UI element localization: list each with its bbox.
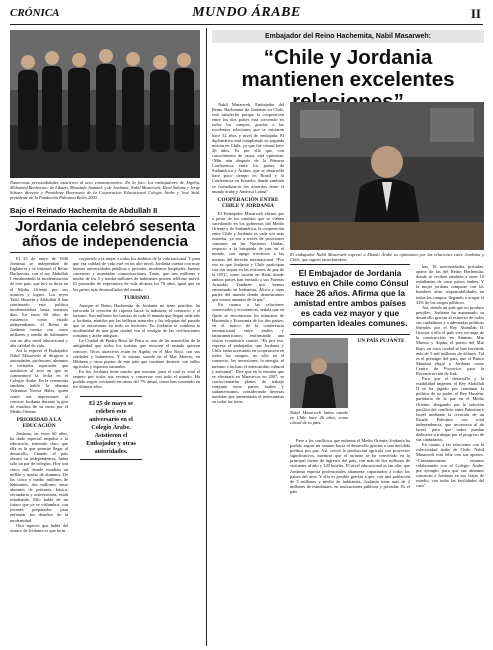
main-title: “Chile y Jordania mantienen excelentes [241, 46, 455, 91]
paragraph: Para que el desarrollo y la estabilidad imperen, el Rey Abdullah II se ha jugado por continuar la política de su padre, el Rey Hussein, partidario de la paz en el Medio Oriente, abogando por la solución pacífica del conflicto entre Palestina e Israel mediante la creación de un Estado Palestino con total independencia, que reconozca al de Israel, para que todos puedan dedicarse a trabajar por el progreso de sus ciudadanos. [416, 376, 484, 443]
pull-rule-top [290, 264, 410, 265]
left-kicker: Bajo el Reinado Hachemita de Abdullah II [10, 206, 158, 215]
title-rule [10, 252, 200, 253]
paragraph: El Embajador Masarweh afirma que a pesar de los cambios que se vienen sucediendo en los gobiernos del Medio Oriente y de Sudamérica, la cooperación entre Chile y Jordania es cada vez más estrecha, ya sea a través de posiciones comunes en las Naciones Unidas, respecto a la búsqueda de paz en el mundo, con apego irrestricto a las normas del derecho internacional. “Por eso es que Jordania y Chile participan con sus tropas en las misiones de paz de la ONU, como sucede en Haití, donde ambos países han enviado a sus Fuerzas Armadas. También nos hemos encontrado en Indonesia, África y otras partes del mundo donde demostramos que somos amantes de la paz”. [212, 210, 284, 303]
left-photo [10, 30, 200, 178]
paragraph: En fin, Jordania tiene mucho que mostrar, para el cual es vital el respeto por todos sus vecinos y conservar con todo el mundo. Ha podido seguir creciendo en ritmo del 7% anual, como han sostenido en los últimos años. [73, 368, 200, 390]
right-column-2 [352, 338, 410, 346]
group-photo-image [10, 30, 200, 178]
ambassador-small-image [290, 338, 348, 408]
page-header [10, 4, 483, 25]
paragraph: En cuanto a las relaciones con la colectividad árabe de Chile, Nabil Masarweh está feliz con sus aportes. “Constantemente estamos colaborando con el Colegio Árabe, por ejemplo, para que sus alumnos conozcan a Jordania en sus viajes de estudio, con todas las facilidades del caso”. [416, 442, 484, 489]
paragraph: Así lo expresó el Embajador Nabil Masarweh al dirigirse a autoridades, profesores, alumnos e invitados especiales que asistieron al acto en que se conmemoró la fecha en el Colegio Árabe. En la ceremonia también habló la alumna Valentina Novoa Hales, quien contó sus impresiones al conocer Jordania durante la gira de estudios de su curso por el Medio Oriente. [10, 347, 68, 414]
paragraph: Nabil Masarweh, Embajador del Reino Hachemita de Jordania en Chile, está satisfecho porque la cooperación entre los dos países está creciendo en todos los campos, gracias a las excelentes relaciones que se iniciaron hace 52 años y nivel de embajada. El diplomático está cumpliendo su segunda misión en Chile, ya que fue cónsul hace 26 años. Es por ello que, con conocimiento de causa, está optimista. “Más aún después de la Primera Conferencia entre los países de Sudamérica y Árabes, que se desarrolló hace poco tiempo en Brasil y la Conferencia en Ecuador, donde también se formalizaron los acuerdos entre el mundo árabe y América Latina”. [212, 102, 284, 194]
small-photo-caption: Nabil Masarweh había estado en Chile hace 26 años, como cónsul de su país. [290, 410, 348, 425]
paragraph: hay 16 universidades privadas, aparte de las del Reino Hachemita, donde se reciben también a unos 10 estudiantes de otros países árabes. Y la mujer jordana comparte con los hombres altas responsabilidades en todos los campos, llegando a ocupar el 32% de los cargos públicos. [416, 264, 484, 305]
paragraph: Otro aspecto que habla del avance de Jordania es que ha in [10, 522, 68, 533]
paragraph: La Ciudad de Piedra Rosa de Petra es una de las maravillas de la antigüedad que todos los turistas que recorren el mundo quieren conocer. Otros atractivos están en Aqaba, en el Mar Rojo, con sus ciudades y balnearios. Y lo mismo sucede en el Mar Muerto, en Dibbeen y otros puntos de este país que combina desierto con valles agrícolas y espacios naturales. [73, 338, 200, 369]
ambassador-photo [290, 102, 484, 250]
left-column-2 [73, 256, 200, 389]
column-divider [206, 28, 207, 646]
paragraph: En cuanto a las relaciones comerciales y económicas, señala que en Quito se encontraron los ministros de Hacienda y Economía de los dos países, en el marco de la conferencia internacional entre árabes y latinoamericanos, reafirmando una visión económica común. “Es por eso, expresa el embajador, que Jordania y Chile están acercando en cooperación en todos los campos, no sólo en el comercio, las inversiones, la energía, el turismo e incluso el intercambio cultural y artesanal”. Dice que en la reunión que se efectuará en Marruecos en 2007, se confeccionarán planes de trabajo conjunto entre países árabes y sudamericanos, considerando diversas medidas que aumentarán el intercambio en todas las áreas. [212, 302, 284, 405]
banner: Embajador del Reino Hachemita, Nabil Masarweh: [212, 30, 484, 43]
paragraph: Aunque el Reino Hachemita de Jordania no tiene petróleo, ha enfocado la creación de riqueza hacia la industria, el comercio y el turismo. Son millones los turistas de todo el mundo que llegan cada año a Jordania, atraídos por las bellezas naturales y las reliquias del pasado que se encuentran en todo su territorio. En Jordania se combina la modernidad de una gran ciudad con el vestigio de las civilizaciones romanas y árabe antiguas. [73, 302, 200, 339]
paragraph: Jordania, en estos 60 años, ha dado especial impulso a la educación, teniendo claro que ella es la que permite llegar al desarrollo. Cuando el país obtuvo su independencia, había sólo un par de colegios. Hoy son cinco mil, donde estudian un millón y medio de alumnos. De los cinco y medio millones de habitantes, dos millones, entre alumnos de primaria, básica, secundaria y universitaria, están estudiando. Ello habla de un futuro que ya se vislumbra: con jóvenes preparados para enfrentar los desafíos de la modernidad. [10, 430, 68, 523]
ambassador-photo-caption: El embajador Nabil Masarweh expresó a Mundo Árabe su optimismo por las relaciones entre Jordania y Chile, que siguen estrechándose. [290, 252, 484, 262]
right-column-2-text [290, 438, 410, 494]
right-column-1 [212, 102, 284, 404]
paragraph: Pese a los conflictos que enfrenta el Medio Oriente, Jordania ha podido seguir un camino hacia el desarrollo gracias a una decidida política pro paz. Así, creció la producción agrícola con proyectos significativos, mientras que el turismo se ha convertido en la principal fuente de ingresos del país, con más de dos millones de visitantes al año y 320 hoteles. El nivel educacional es tan alto, que Jordania exporta profesionales altamente capacitados a todos los países del área. Y ello es posible gracias a que, con una población de 5 millones y medio de habitantes, Jordania tiene más de 2 millones de estudiantes, en instituciones públicas y privadas. Es el país [290, 438, 410, 494]
ambassador-image [290, 102, 484, 250]
section-name: CRÓNICA [10, 7, 60, 19]
subheading-country: UN PAÍS PUJANTE [357, 338, 405, 344]
subheading-tourism: TURISMO [123, 294, 150, 301]
right-column-3 [416, 264, 484, 488]
publication-name: MUNDO ÁRABE [192, 5, 301, 20]
left-pull-quote: El 25 de mayo se celebró este aniversario en el Colegio Árabe. Asistieron el Embajador y otras autoridades. [80, 396, 142, 460]
paragraph: Así, siendo un país que no produce petróleo, Jordania ha aumentado su desarrollo gracias al esfuerzo de todos sus ciudadanos y a adecuadas políticas liberales por el Rey Abdullah II. Gracias a ello el país vive un auge de la construcción en Amman, Mar Muerto y Aqaba, el puerto del Mar Rojo, en cuya ciudad se han invertido más de 5 mil millones de dólares. Tal es el prestigio del país, que el Banco Mundial eligió a Jordania como Centro de Proyectos para la Reconstrucción de Irak. [416, 304, 484, 376]
page-number: II [470, 6, 481, 21]
right-pull-quote: El Embajador de Jordania estuvo en Chile como Cónsul hace 26 años. Afirma que la amistad entre ambos países es cada vez mayor y que comparten ideales comunes. [291, 268, 409, 328]
subheading-cooperation: COOPERACIÓN ENTRE CHILE Y JORDANIA [217, 196, 279, 209]
pull-rule-bottom [290, 334, 410, 335]
left-photo-caption: Numerosas personalidades asistieron al acto conmemorativo. En la foto: los embajadores de Argelia, Mohamed Benhocine; de Líbano, Moustafá Jammal; y de Jordania, Nabil Masarweh; René Salame y Jorge Schaer, director y Presidente Honorario de la Corporación Educacional Colegio Árabe y José Saïd, presidente de la Fundación Palestina Belén 2000. [10, 180, 200, 200]
kicker-rule [10, 216, 200, 217]
left-column-1 [10, 256, 68, 533]
paragraph: corporado a la mujer a todos los ámbitos de la vida nacional. Y para que esa calidad de vida esté en un alto nivel, Jordania cuenta con muy buenas universidades públicas y privadas, modernos hospitales, buenas carreteras y avanzadas comunicaciones. Tanto, que tres millones y medio de los 5 y medio millones de habitantes poseen teléfono móvil. El promedio de expectativa de vida alcanza los 78 años, igual que en los países más desarrollados del mundo. [73, 256, 200, 292]
subheading-education: PRIORIDAD A LA EDUCACIÓN [16, 416, 62, 429]
left-title: Jordania celebró sesenta años de independencia [14, 218, 196, 250]
paragraph: El 25 de mayo de 1946 Jordania se independizó de Inglaterra y se instauró el Reino Hachemita, con el rey Abdullah I encabezando la modernización de este país, que hoy se dicta en el Medio Oriente por sus avances y logros. Los reyes Talal, Hussein y Abdullah II han continuado esta política modernizadora hasta nuestros días. En estos 60 años de existencia como estado independiente, el Reino de Jordania cuenta con cinco millones y medio de habitantes con un alto nivel educacional y alta calidad de vida. [10, 256, 68, 348]
small-photo [290, 338, 348, 408]
